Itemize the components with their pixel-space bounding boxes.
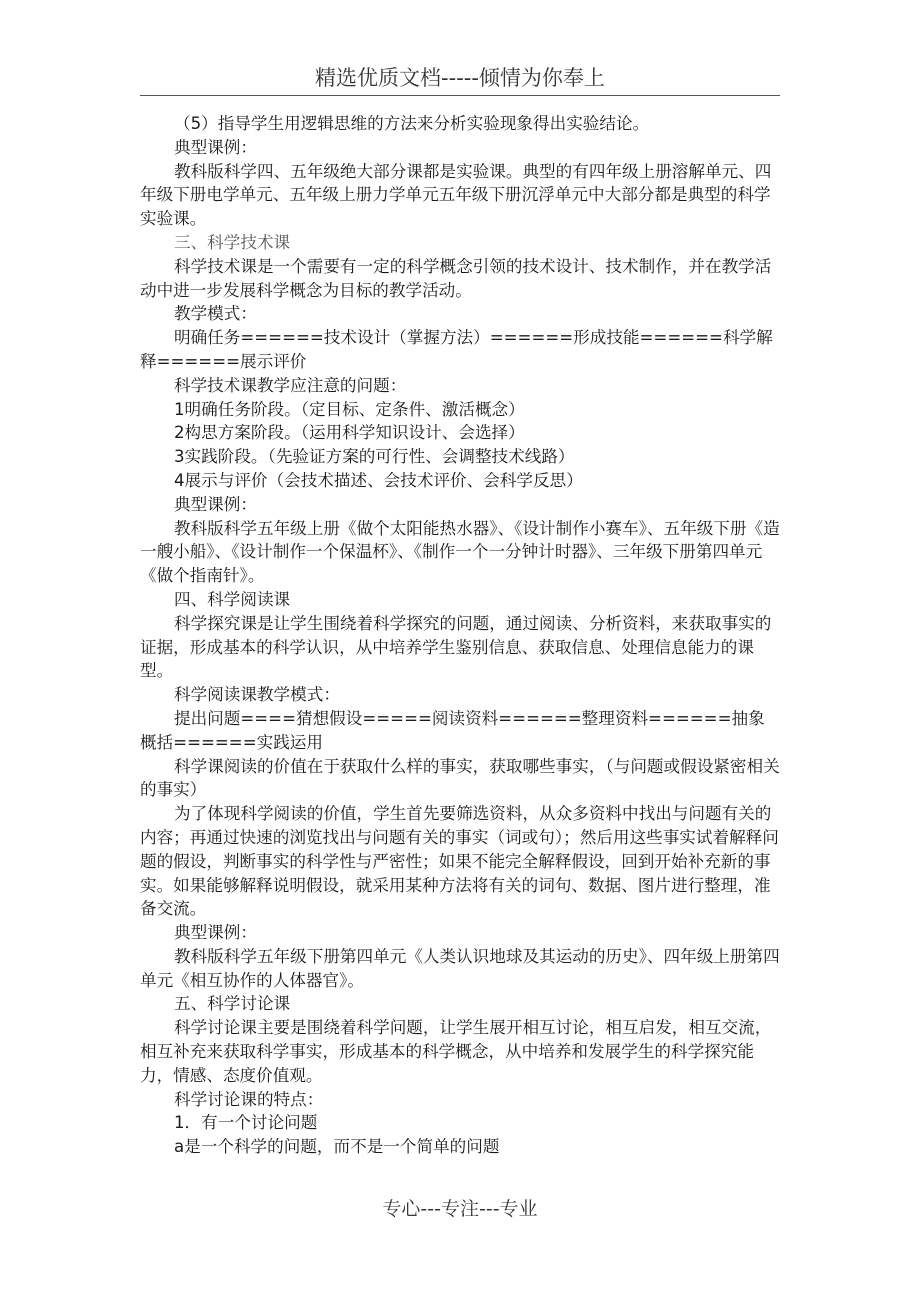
typical-lessons-label-2: 典型课例： xyxy=(174,494,257,514)
paragraph-reading-process: 为了体现科学阅读的价值，学生首先要筛选资料，从众多资料中找出与问题有关的内容；再通过快速的浏览找出与问题有关的事实（词或句）；然后用这些事实试着解释问题的假设，判断事实的科学性与严密性；如果不能完全解释假设，回到开始补充新的事实。如果能够解释说明假设，就采用某种方法将有关的词句、数据、图片进行整理，准备交流。 xyxy=(140,804,779,919)
paragraph-reading-definition: 科学探究课是让学生围绕着科学探究的问题，通过阅读、分析资料，来获取事实的证据，形成基本的科学认识，从中培养学生鉴别信息、获取信息、处理信息能力的课型。 xyxy=(140,613,772,681)
paragraph-experiment-lessons: 教科版科学四、五年级绝大部分课都是实验课。典型的有四年级上册溶解单元、四年级下册电学单元、五年级上册力学单元五年级下册沉浮单元中大部分都是典型的科学实验课。 xyxy=(140,161,772,229)
paragraph-experiment-step-5: （5）指导学生用逻辑思维的方法来分析实验现象得出实验结论。 xyxy=(174,114,650,133)
page-header: 精选优质文档-----倾情为你奉上 xyxy=(315,66,605,90)
paragraph-technology-definition: 科学技术课是一个需要有一定的科学概念引领的技术设计、技术制作，并在教学活动中进一步发展科学概念为目标的教学活动。 xyxy=(140,256,772,300)
paragraph-reading-lessons: 教科版科学五年级下册第四单元《人类认识地球及其运动的历史》、四年级上册第四单元《相互协作的人体器官》。 xyxy=(140,946,780,990)
list-item-step-3: 3实践阶段。（先验证方案的可行性、会调整技术线路） xyxy=(174,447,575,467)
list-item-step-2: 2构思方案阶段。（运用科学知识设计、会选择） xyxy=(174,423,525,443)
teaching-mode-label: 教学模式： xyxy=(174,304,257,324)
technology-issues-label: 科学技术课教学应注意的问题： xyxy=(174,375,407,395)
list-item-feature-1a: a是一个科学的问题，而不是一个简单的问题 xyxy=(174,1137,500,1157)
document-body xyxy=(140,112,780,1159)
section-heading-technology: 三、科学技术课 xyxy=(174,232,291,252)
typical-lessons-label-1: 典型课例： xyxy=(174,137,257,157)
list-item-step-1: 1明确任务阶段。（定目标、定条件、激活概念） xyxy=(174,399,525,419)
paragraph-technology-mode: 明确任务======技术设计（掌握方法）======形成技能======科学解释======展示评价 xyxy=(140,328,773,371)
list-item-step-4: 4展示与评价（会技术描述、会技术评价、会科学反思） xyxy=(174,470,583,490)
paragraph-discussion-definition: 科学讨论课主要是围绕着科学问题，让学生展开相互讨论，相互启发，相互交流，相互补充来获取科学事实，形成基本的科学概念，从中培养和发展学生的科学探究能力，情感、态度价值观。 xyxy=(140,1018,772,1085)
discussion-features-label: 科学讨论课的特点： xyxy=(174,1089,324,1109)
page-footer: 专心---专注---专业 xyxy=(382,1198,538,1220)
list-item-feature-1: 1．有一个讨论问题 xyxy=(174,1113,318,1133)
header-divider xyxy=(140,95,780,96)
paragraph-reading-value: 科学课阅读的价值在于获取什么样的事实，获取哪些事实，（与问题或假设紧密相关的事实） xyxy=(140,756,780,800)
paragraph-reading-mode: 提出问题====猜想假设=====阅读资料======整理资料======抽象概括======实践运用 xyxy=(140,708,765,752)
typical-lessons-label-3: 典型课例： xyxy=(174,923,257,943)
section-heading-reading: 四、科学阅读课 xyxy=(174,589,291,609)
reading-mode-label: 科学阅读课教学模式： xyxy=(174,685,340,705)
section-heading-discussion: 五、科学讨论课 xyxy=(174,994,291,1014)
paragraph-technology-lessons: 教科版科学五年级上册《做个太阳能热水器》、《设计制作小赛车》、五年级下册《造一艘小船》、《设计制作一个保温杯》、《制作一个一分钟计时器》、三年级下册第四单元《做个指南针》。 xyxy=(140,518,780,586)
